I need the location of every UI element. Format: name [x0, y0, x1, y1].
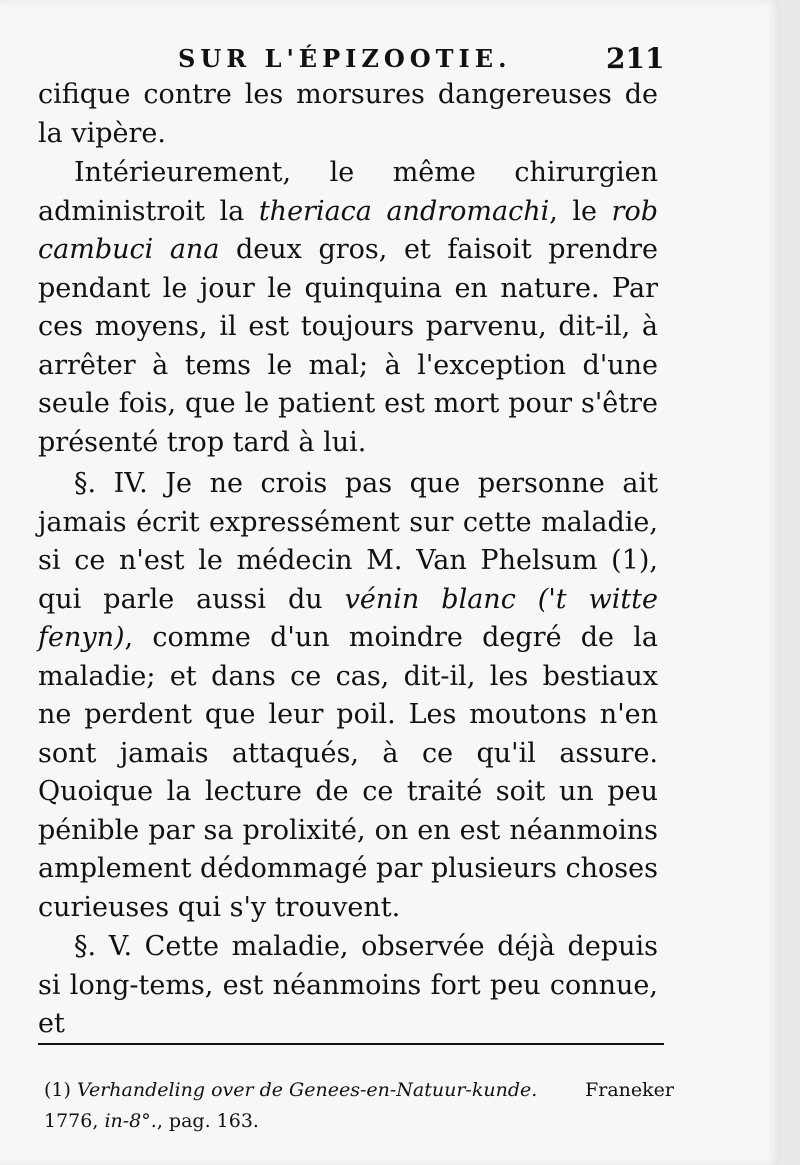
italic-term-rob: rob cambuci ana	[38, 195, 658, 265]
paragraph-section-v	[38, 928, 658, 1044]
footnote-line-1	[44, 1075, 674, 1106]
footnote-marker: (1)	[44, 1079, 71, 1101]
footnote-year: 1776	[44, 1110, 93, 1132]
footnote-divider	[38, 1043, 664, 1045]
paragraph-continuation	[38, 76, 658, 153]
footnote-line-2: 1776, in-8°., pag. 163.	[44, 1110, 259, 1132]
text-run: deux gros, et faisoit prendre pendant le jour le quinquina en nature. Par ces moyens, il est toujours parvenu, dit-il, à arrêter à tems le mal; à l'exception d'une seule fois, que le patient est mort pour s'être présenté trop tard à lui.	[38, 234, 658, 458]
paragraph-text: cifique contre les morsures dangereuses de la vipère.	[38, 79, 658, 149]
footnote-title: Verhandeling over de Genees-en-Natuur-kunde.	[76, 1079, 538, 1101]
paragraph-text: §. V. Cette maladie, observée déjà depuis si long-tems, est néanmoins fort peu connue, et	[38, 931, 658, 1039]
footnote-citation	[44, 1075, 537, 1106]
footnote-place: Franeker	[585, 1079, 674, 1101]
footnote-format: in-8°.	[104, 1110, 157, 1132]
text-run: Intérieurement, le même chirurgien administroit la	[38, 157, 658, 227]
page-number: 211	[606, 42, 665, 75]
footnote	[44, 1075, 674, 1137]
footnote-pages: pag. 163.	[168, 1110, 259, 1132]
text-run: , le	[549, 195, 612, 227]
italic-term-theriaca: theriaca andromachi	[258, 195, 550, 227]
italic-term-venin-blanc: vénin blanc ('t witte fenyn)	[38, 583, 659, 653]
paragraph-treatment	[38, 154, 658, 462]
text-run: §. IV. Je ne crois pas que personne ait jamais écrit expressément sur cette maladie, si ce n'est le médecin M. Van Phelsum (1), qui parle aussi du	[38, 468, 658, 615]
paragraph-section-iv	[38, 465, 658, 927]
running-head: SUR L'ÉPIZOOTIE.	[178, 44, 512, 73]
text-run: , comme d'un moindre degré de la maladie; et dans ce cas, dit-il, les bestiaux ne perdent que leur poil. Les moutons n'en sont jamais attaqués, à ce qu'il assure. Quoique la lecture de ce traité soit un peu pénible par sa prolixité, on en est néanmoins amplement dédommagé par plusieurs choses curieuses qui s'y trouvent.	[38, 622, 658, 923]
